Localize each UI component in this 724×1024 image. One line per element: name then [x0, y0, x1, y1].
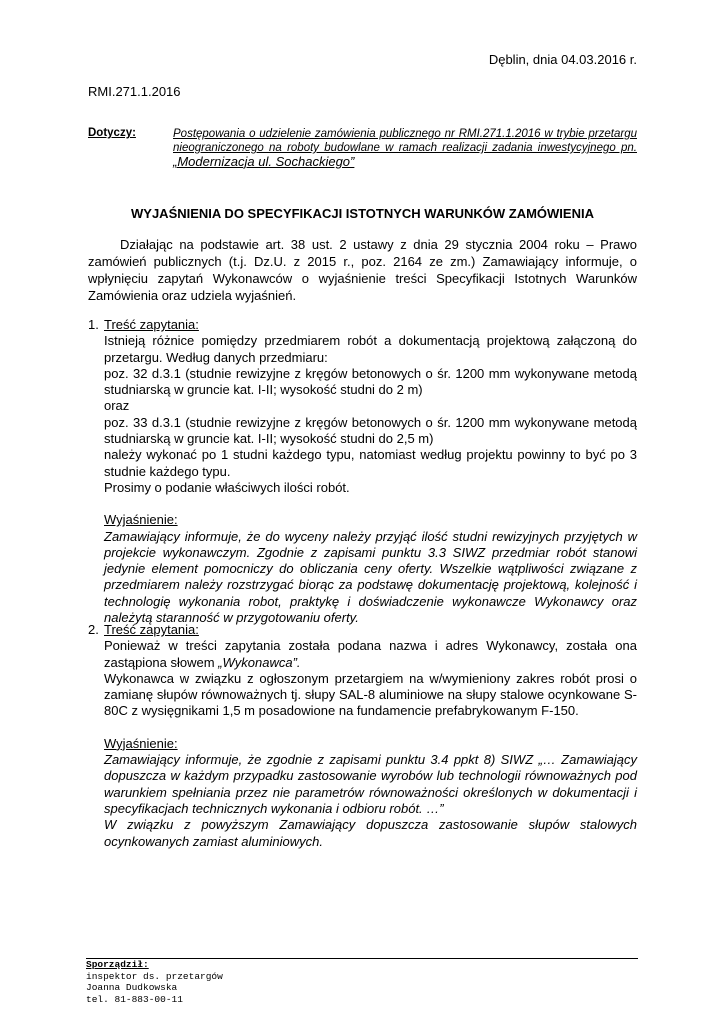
question-line: Wykonawca w związku z ogłoszonym przetargiem na w/wymieniony zakres robót prosi o zamianę słupów równoważnych tj. słupy SAL-8 aluminiowe na słupy stalowe ocynkowane S-80C z wysięgnikami 1,5 m posadowione na fundamencie prefabrykowanym F-150. [104, 670, 637, 719]
question-line: poz. 33 d.3.1 (studnie rewizyjne z kręgów betonowych o śr. 1200 mm wykonywane metodą studniarską w gruncie kat. I-II; wysokość studni do 2,5 m) [104, 414, 637, 447]
footer-label: Sporządził: [86, 959, 149, 970]
answer-text: Zamawiający informuje, że zgodnie z zapisami punktu 3.4 ppkt 8) SIWZ „… Zamawiający dopuszcza w każdym przypadku zastosowanie wyrobów lub technologii równoważnych pod warunkiem spełniania przez nie parametrów równoważności określonych w dokumentacji i specyfikacjach technicznych wykonania i odbioru robót. …” [104, 752, 637, 816]
question-line: należy wykonać po 1 studni każdego typu, natomiast według projektu powinny to być po 3 studnie każdego typu. [104, 447, 637, 479]
question-line: Prosimy o podanie właściwych ilości robót. [104, 479, 350, 495]
subject-body: Postępowania o udzielenie zamówienia publicznego nr RMI.271.1.2016 w trybie przetargu nieograniczonego na roboty budowlane w ramach realizacji zadania inwestycyjnego pn. [173, 128, 637, 154]
question-line [104, 638, 637, 671]
reference-number: RMI.271.1.2016 [88, 84, 181, 99]
question-line: Istnieją różnice pomiędzy przedmiarem robót a dokumentacją projektową załączoną do przetargu. Według danych przedmiaru: [104, 333, 637, 365]
footer-line: Joanna Dudkowska [86, 982, 178, 993]
footer-line: inspektor ds. przetargów [86, 970, 223, 982]
question-label: Treść zapytania: [104, 622, 199, 637]
list-item [88, 317, 637, 626]
footer [86, 959, 223, 1005]
question-text: Ponieważ w treści zapytania została podana nazwa i adres Wykonawcy, została ona zastąpiona słowem [104, 638, 637, 670]
question-label: Treść zapytania: [104, 317, 199, 332]
subject-label: Dotyczy: [88, 127, 136, 139]
question-line: poz. 32 d.3.1 (studnie rewizyjne z kręgów betonowych o śr. 1200 mm wykonywane metodą studniarską w gruncie kat. I-II; wysokość studni do 2 m) [104, 365, 637, 398]
footer-line: tel. 81-883-00-11 [86, 993, 183, 1005]
intro-paragraph: Działając na podstawie art. 38 ust. 2 ustawy z dnia 29 stycznia 2004 roku – Prawo zamówień publicznych (t.j. Dz.U. z 2015 r., poz. 2164 ze zm.) Zamawiający informuje, o wpłynięciu zapytań Wykonawców o wyjaśnienie treści Specyfikacji Istotnych Warunków Zamówienia oraz udziela wyjaśnień. [88, 237, 637, 303]
answer-text: Zamawiający informuje, że do wyceny należy przyjąć ilość studni rewizyjnych przyjętych w projekcie wykonawczym. Zgodnie z zapisami punktu 3.3 SIWZ przedmiar robót stanowi jedynie element pomocniczy do obliczania ceny oferty. Wszelkie wątpliwości związane z przedmiarem należy rozstrzygać biorąc za podstawę dokumentację projektową, kolejność i technologię wykonania robot, praktykę i doświadczenie wykonawcze Wykonawcy oraz należytą staranność w przygotowaniu oferty. [104, 528, 637, 626]
answer-text: W związku z powyższym Zamawiający dopuszcza zastosowanie słupów stalowych ocynkowanych zamiast aluminiowych. [104, 817, 637, 849]
item-number: 2. [88, 622, 99, 637]
document-date: Dęblin, dnia 04.03.2016 r. [488, 52, 637, 67]
list-item [88, 622, 637, 850]
question-quote: „Wykonawca”. [218, 654, 301, 670]
question-line: oraz [104, 398, 130, 414]
page-title: WYJAŚNIENIA DO SPECYFIKACJI ISTOTNYCH WARUNKÓW ZAMÓWIENIA [131, 206, 594, 221]
answer-label: Wyjaśnienie: [104, 735, 178, 751]
answer-label: Wyjaśnienie: [104, 512, 178, 528]
subject-text [173, 127, 637, 170]
project-name: „Modernizacja ul. Sochackiego” [173, 154, 355, 169]
item-number: 1. [88, 317, 99, 332]
